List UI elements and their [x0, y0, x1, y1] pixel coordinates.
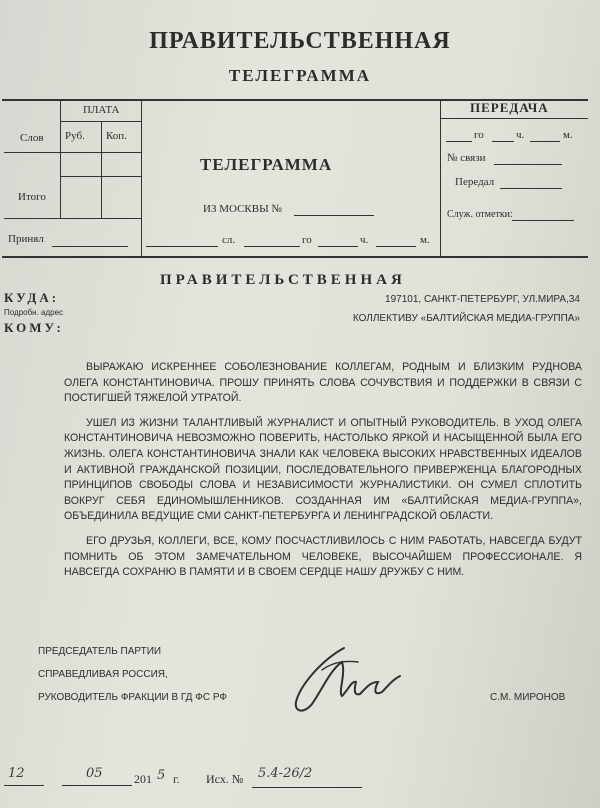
go-field — [244, 245, 300, 247]
go-label: го — [302, 234, 312, 246]
peredacha-go-field — [446, 140, 472, 142]
svyazi-field — [494, 163, 562, 165]
peredacha-go-label: го — [474, 129, 484, 141]
handwritten-signature — [282, 640, 412, 720]
ch-field — [318, 245, 358, 247]
form-divider-left — [141, 99, 142, 257]
grid-h2 — [4, 152, 142, 153]
ch-label: ч. — [360, 234, 369, 246]
signer-title-line-1: ПРЕДСЕДАТЕЛЬ ПАРТИИ — [38, 646, 162, 657]
prinyal-label: Принял — [8, 233, 44, 245]
komu-recipient: КОЛЛЕКТИВУ «БАЛТИЙСКАЯ МЕДИА-ГРУППА» — [352, 313, 580, 324]
isx-label: Исх. № — [206, 772, 244, 786]
form-bottom-border — [2, 256, 588, 258]
kuda-note: Подробн. адрес — [4, 308, 64, 317]
month-field — [62, 784, 132, 786]
plata-label: ПЛАТА — [83, 104, 120, 116]
year-suffix: г. — [173, 772, 180, 786]
peredacha-underline — [440, 118, 588, 119]
itogo-label: Итого — [18, 191, 46, 203]
peredacha-label: ПЕРЕДАЧА — [470, 100, 549, 115]
iz-moskvy-label: ИЗ МОСКВЫ № — [203, 203, 282, 215]
grid-v1 — [60, 99, 61, 219]
strip-title: ПРАВИТЕЛЬСТВЕННАЯ — [160, 272, 406, 288]
slov-label: Слов — [20, 132, 44, 144]
isx-field — [252, 786, 362, 788]
sl-field — [146, 245, 218, 247]
peredal-label: Передал — [455, 176, 495, 188]
peredacha-m-label: м. — [563, 129, 573, 141]
signer-title-line-2: СПРАВЕДЛИВАЯ РОССИЯ, — [38, 669, 168, 680]
signer-name: С.М. МИРОНОВ — [490, 692, 566, 703]
signer-title — [38, 640, 227, 709]
year-prefix: 201 — [134, 772, 152, 786]
page-title: ПРАВИТЕЛЬСТВЕННАЯ — [149, 28, 451, 54]
sluzh-label: Служ. отметки: — [447, 209, 513, 220]
sluzh-field — [512, 219, 574, 221]
grid-h4 — [4, 218, 142, 219]
month-value: 05 — [86, 766, 103, 781]
message-paragraph-1: ВЫРАЖАЮ ИСКРЕННЕЕ СОБОЛЕЗНОВАНИЕ КОЛЛЕГАМ, РОДНЫМ И БЛИЗКИМ РУДНОВА ОЛЕГА КОНСТАНТИНОВИЧА. ПРОШУ ПРИНЯТЬ СЛОВА СОЧУВСТВИЯ И ПОДДЕРЖКИ В СВЯЗИ С ПОСТИГШЕЙ ТЯЖЕЛОЙ УТРАТОЙ. — [64, 361, 582, 405]
peredacha-ch-label: ч. — [516, 129, 525, 141]
komu-label: КОМУ: — [4, 320, 64, 335]
kuda-address: 197101, САНКТ-ПЕТЕРБУРГ, УЛ.МИРА,34 — [385, 294, 580, 305]
day-value: 12 — [8, 766, 25, 781]
sl-label: сл. — [222, 234, 236, 246]
kop-label: Коп. — [106, 130, 127, 142]
grid-v2 — [101, 121, 102, 219]
peredacha-ch-field — [492, 140, 514, 142]
peredacha-m-field — [530, 140, 560, 142]
center-title: ТЕЛЕГРАММА — [200, 155, 333, 174]
signer-title-line-3: РУКОВОДИТЕЛЬ ФРАКЦИИ В ГД ФС РФ — [38, 692, 227, 703]
message-paragraph-2: УШЕЛ ИЗ ЖИЗНИ ТАЛАНТЛИВЫЙ ЖУРНАЛИСТ И ОПЫТНЫЙ РУКОВОДИТЕЛЬ. В УХОД ОЛЕГА КОНСТАНТИНОВИЧА НЕВОЗМОЖНО ПОВЕРИТЬ, НАСТОЛЬКО ЯРКОЙ И НАСЫЩЕННОЙ БЫЛА ЕГО ЖИЗНЬ. ОЛЕГА КОНСТАНТИНОВИЧА ЗНАЛИ КАК ЧЕЛОВЕКА ВЫСОКИХ НРАВСТВЕННЫХ ИДЕАЛОВ И АКТИВНОЙ ГРАЖДАНСКОЙ ПОЗИЦИИ, ПОСЛЕДОВАТЕЛЬНОГО ПРИВЕРЖЕНЦА БЛАГОРОДНЫХ ПРИНЦИПОВ СВОБОДЫ СЛОВА И НЕЗАВИСИМОСТИ ЖУРНАЛИСТИКИ. ОН СУМЕЛ СПЛОТИТЬ ВОКРУГ СЕБЯ ЕДИНОМЫШЛЕННИКОВ. СОЗДАННАЯ ИМ «БАЛТИЙСКАЯ МЕДИА-ГРУППА», ОБЪЕДИНИЛА ВЕДУЩИЕ СМИ САНКТ-ПЕТЕРБУРГА И ЛЕНИНГРАДСКОЙ ОБЛАСТИ. — [64, 416, 582, 523]
year-digit: 5 — [157, 768, 166, 783]
day-field — [4, 784, 44, 786]
svyazi-label: № связи — [447, 152, 486, 164]
prinyal-field — [52, 245, 128, 247]
m-field — [376, 245, 416, 247]
page-subtitle: ТЕЛЕГРАММА — [228, 66, 372, 85]
iz-moskvy-field — [294, 214, 374, 216]
message-paragraph-3: ЕГО ДРУЗЬЯ, КОЛЛЕГИ, ВСЕ, КОМУ ПОСЧАСТЛИВИЛОСЬ С НИМ РАБОТАТЬ, НАВСЕГДА БУДУТ ПОМНИТЬ ОБ ЭТОМ ЗАМЕЧАТЕЛЬНОМ ЧЕЛОВЕКЕ, ВЫСОЧАЙШЕМ ПРОФЕССИОНАЛЕ. Я НАВСЕГДА СОХРАНЮ В ПАМЯТИ И В СВОЕМ СЕРДЦЕ НАШУ ДРУЖБУ С НИМ. — [64, 534, 582, 579]
isx-number: 5.4-26/2 — [258, 766, 313, 781]
kuda-label: КУДА: — [4, 290, 60, 305]
peredal-field — [500, 187, 562, 189]
form-divider-right — [440, 99, 441, 257]
rub-label: Руб. — [65, 130, 85, 142]
grid-h3 — [60, 176, 142, 177]
message-body — [64, 360, 582, 590]
m-label: м. — [420, 234, 430, 246]
